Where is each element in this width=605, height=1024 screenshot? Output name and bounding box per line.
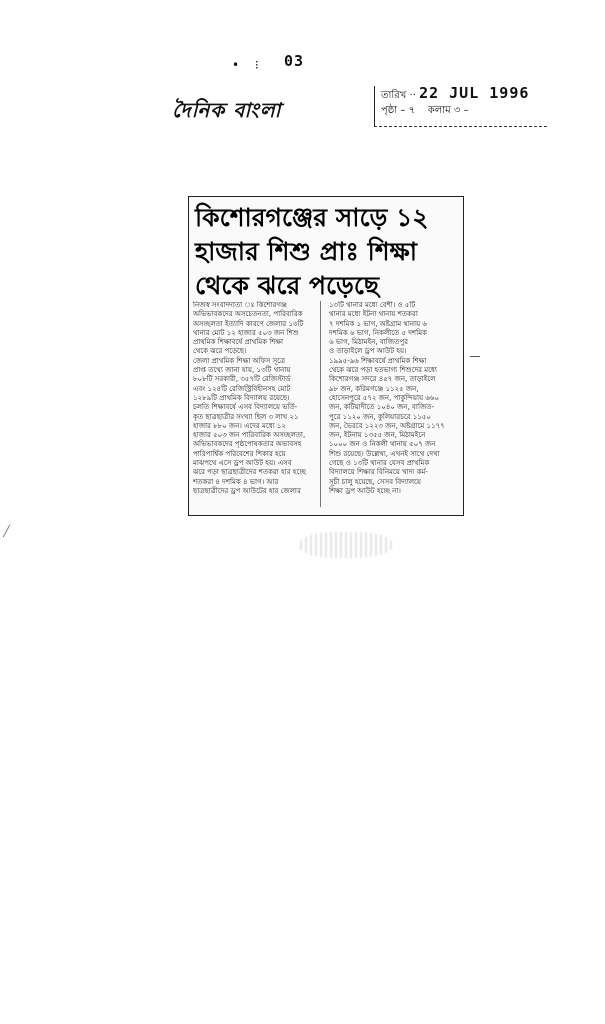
article-line: এবং ১২৪টি রেজিস্ট্রিবিহীনসহ মোট — [193, 384, 291, 393]
article-line: থানার মোট ১২ হাজার ৫০৩ জন শিশু — [193, 328, 299, 337]
stamp-page-label: পৃষ্ঠা — [381, 105, 398, 116]
article-line: জন, ভৈরবে ১২২৩ জন, অষ্টগ্রামে ১১৭৭ — [329, 421, 445, 430]
article-line: নিজস্ব সংবাদদাতা ঃ কিশোরগঞ্জ — [193, 301, 287, 309]
article-line: ১২৮৯টি প্রাথমিক বিদ্যালয় রয়েছে। — [193, 393, 290, 402]
page-dots: • ⁝ — [232, 58, 265, 72]
article-body — [193, 301, 459, 511]
article-line: মাঝপথে এসে ড্রপ আউট হয়। এসব — [193, 459, 292, 468]
headline-line: থেকে ঝরে পড়েছে — [195, 271, 380, 300]
column-divider — [320, 301, 321, 507]
stamp-column-label: কলাম — [427, 105, 451, 116]
article-line: শিক্ষা ড্রপ আউট হচ্ছে না। — [329, 486, 401, 495]
article-column-right — [329, 301, 457, 511]
article-line: শতকরা ৪ দশমিক ৪ ভাগ। আর — [193, 477, 279, 486]
article-line: ৬ ভাগ, মিঠামইন, বাজিতপুর — [329, 338, 408, 347]
stamp-date-row: তারিখ ·· 22 JUL 1996 — [381, 84, 530, 102]
article-line: ৭ দশমিক ১ ভাগ, অষ্টগ্রাম থানায় ৬ — [329, 319, 427, 328]
newspaper-masthead: দৈনিক বাংলা — [172, 98, 282, 122]
article-line: অভিভাবকদের অসচেতনতা, পারিবারিক — [193, 310, 303, 319]
stamp-date-value: 22 JUL 1996 — [419, 84, 530, 102]
article-line: চলতি শিক্ষাবর্ষে এসব বিদ্যালয়ে ভর্তি- — [193, 403, 298, 412]
article-line: ১০০০ জন ও নিকলী থানায় ৫০৭ জন — [329, 440, 436, 449]
headline-line: হাজার শিশু প্রাঃ শিক্ষা — [195, 237, 418, 266]
article-line: ঝরে পড়া ছাত্রছাত্রীদের শতকরা হার হচ্ছে — [193, 468, 306, 477]
article-line: ও তাড়াইলে ড্রপ আউট হয়। — [329, 347, 407, 356]
headline-line: কিশোরগঞ্জের সাড়ে ১২ — [195, 203, 429, 232]
article-headline — [195, 201, 457, 303]
article-line: কিশোরগঞ্জ সদরে ৪৫৭ জন, তাড়াইলে — [329, 375, 436, 384]
article-line: পারিপার্শ্বিক পরিবেশের শিকার হয়ে — [193, 449, 286, 458]
stamp-date-label: তারিখ — [381, 90, 407, 101]
stamp-page-value: ৭ — [408, 105, 416, 116]
news-clipping — [188, 196, 464, 516]
article-line: ৮০৮টি সরকারী, ৩৫৭টি রেজিস্টার্ড — [193, 375, 291, 384]
article-line: থেকে ঝরে পড়েছে। — [193, 347, 247, 356]
article-line: সূচী চালু হয়েছে, সেসব বিদ্যালয়ে — [329, 477, 421, 486]
article-line: গেছে ও ১৩টি থানার যেসব প্রাথমিক — [329, 459, 430, 468]
article-line: কৃত ছাত্রছাত্রীর সংখ্যা ছিল ৩ লাখ ২১ — [193, 412, 299, 421]
article-line: জন, কটিয়াদীতে ১০৪০ জন, বাজিত- — [329, 403, 435, 412]
article-line: থেকে ঝরে পড়া হতভাগ্য শিশুদের মধ্যে — [329, 366, 437, 375]
scan-mark — [3, 525, 10, 538]
article-line: ১৯৯৫-৯৬ শিক্ষাবর্ষে প্রাথমিক শিক্ষা — [329, 356, 427, 365]
article-line: প্রাপ্ত তথ্যে জানা যায়, ১৩টি থানায় — [193, 366, 291, 375]
article-line: অভিভাবকদের পৃষ্ঠপোষকতার অভাবসহ — [193, 440, 302, 449]
article-line: জেলা প্রাথমিক শিক্ষা অফিস সূত্রে — [193, 356, 286, 365]
stamp-page-row: পৃষ্ঠা – ৭ কলাম ৩ – — [381, 105, 469, 116]
page-number: 03 — [284, 52, 305, 70]
scan-mark — [470, 356, 480, 357]
article-line: হাজার ৮৮০ জন। এদের মধ্যে ১২ — [193, 421, 286, 430]
scan-smudge — [300, 532, 392, 558]
article-line: অসচ্ছলতা ইত্যাদি কারণে জেলার ১৩টি — [193, 319, 304, 328]
article-line: ১৩টি থানার মধ্যে বেশী। ও ৫টি — [329, 301, 416, 309]
article-line: ছাত্রছাত্রীদের ড্রপ আউটের হার জেলার — [193, 486, 301, 495]
stamp-column-value: ৩ — [453, 105, 461, 116]
article-line: হোসেনপুরে ৫৭২ জন, পাকুন্দিয়ায় ৬৬০ — [329, 393, 440, 402]
article-line: জন, ইটনায় ১৩৫৫ জন, মিঠামইনে — [329, 431, 426, 440]
date-stamp — [374, 86, 547, 127]
article-line: পুরে ১১২০ জন, কুলিয়ারচরে ১১৫০ — [329, 412, 431, 421]
article-line: হাজার ৫০৩ জন পারিবারিক অসচ্ছলতা, — [193, 431, 306, 440]
article-line: শিশু রয়েছে। উল্লেখ্য, এখনই সাথে দেখা — [329, 449, 440, 458]
article-column-left — [193, 301, 321, 511]
article-line: দশমিক ৬ ভাগ, নিকলীতে ৫ দশমিক — [329, 328, 427, 337]
article-line: প্রাথমিক শিক্ষাবর্ষে প্রাথমিক শিক্ষা — [193, 338, 284, 347]
article-line: থানার মধ্যে ইটনা থানায় শতকরা — [329, 310, 418, 319]
article-line: ৯৮ জন, করিমগঞ্জে ১১২৫ জন, — [329, 384, 419, 393]
article-line: বিদ্যালয়ে শিক্ষার বিনিময়ে খাদ্য কর্ম- — [329, 468, 428, 477]
